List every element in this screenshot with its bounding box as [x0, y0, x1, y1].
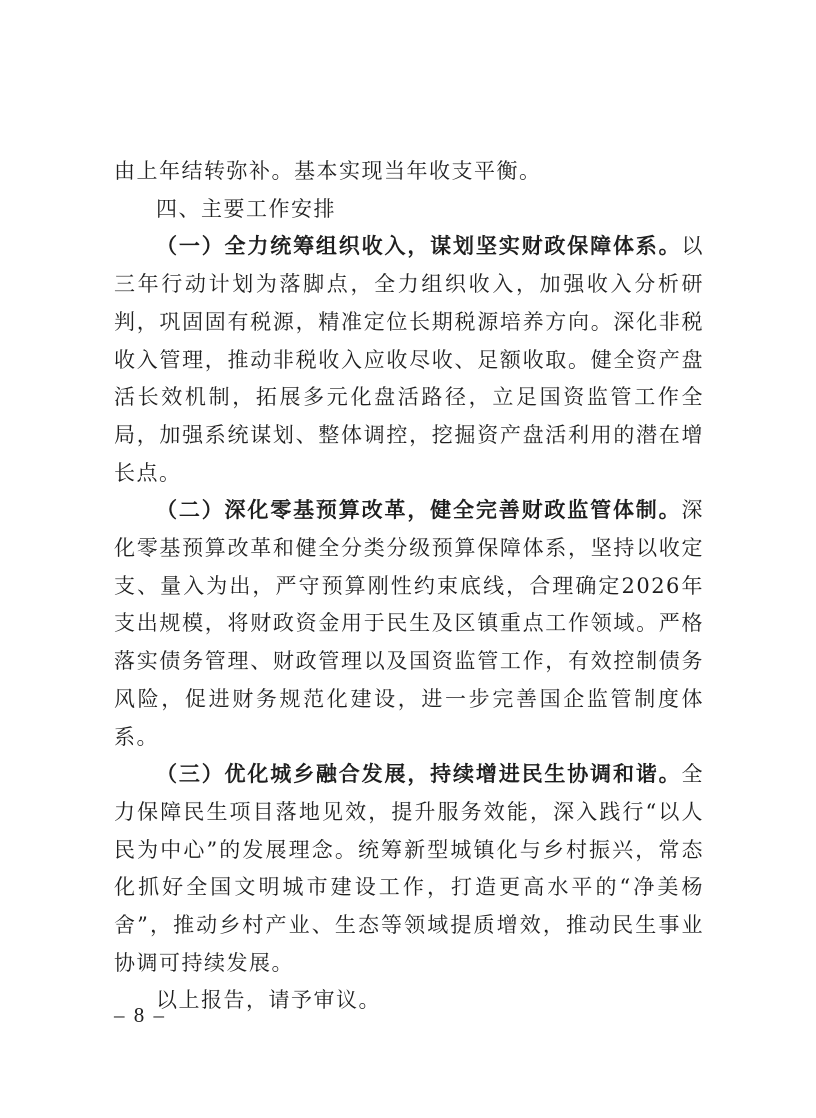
paragraph-budget	[114, 492, 704, 756]
paragraph-income	[114, 228, 704, 492]
paragraph-budget-body: 深化零基预算改革和健全分类分级预算保障体系，坚持以收定支、量入为出，严守预算刚性约束底线，合理确定2026年支出规模，将财政资金用于民生及区镇重点工作领域。严格落实债务管理、财政管理以及国资监管工作，有效控制债务风险，促进财务规范化建设，进一步完善国企监管制度体系。	[114, 498, 704, 749]
paragraph-urban-rural	[114, 756, 704, 982]
report-body	[114, 153, 704, 1020]
paragraph-income-title: （一）全力统筹组织收入，谋划坚实财政保障体系。	[156, 234, 682, 259]
page-number: – 8 –	[114, 1003, 166, 1027]
paragraph-urban-rural-title: （三）优化城乡融合发展，持续增进民生协调和谐。	[156, 762, 682, 787]
carryover-paragraph: 由上年结转弥补。基本实现当年收支平衡。	[114, 159, 542, 183]
section-heading: 四、主要工作安排	[156, 196, 336, 221]
paragraph-urban-rural-body: 全力保障民生项目落地见效，提升服务效能，深入践行“以人民为中心”的发展理念。统筹新型城镇化与乡村振兴，常态化抓好全国文明城市建设工作，打造更高水平的“净美杨舍”，推动乡村产业、生态等领域提质增效，推动民生事业协调可持续发展。	[114, 762, 704, 975]
paragraph-income-body: 以三年行动计划为落脚点，全力组织收入，加强收入分析研判，巩固固有税源，精准定位长期税源培养方向。深化非税收入管理，推动非税收入应收尽收、足额收取。健全资产盘活长效机制，拓展多元化盘活路径，立足国资监管工作全局，加强系统谋划、整体调控，挖掘资产盘活利用的潜在增长点。	[114, 234, 704, 485]
paragraph-budget-title: （二）深化零基预算改革，健全完善财政监管体制。	[156, 498, 682, 523]
closing-line: 以上报告，请予审议。	[156, 988, 381, 1013]
